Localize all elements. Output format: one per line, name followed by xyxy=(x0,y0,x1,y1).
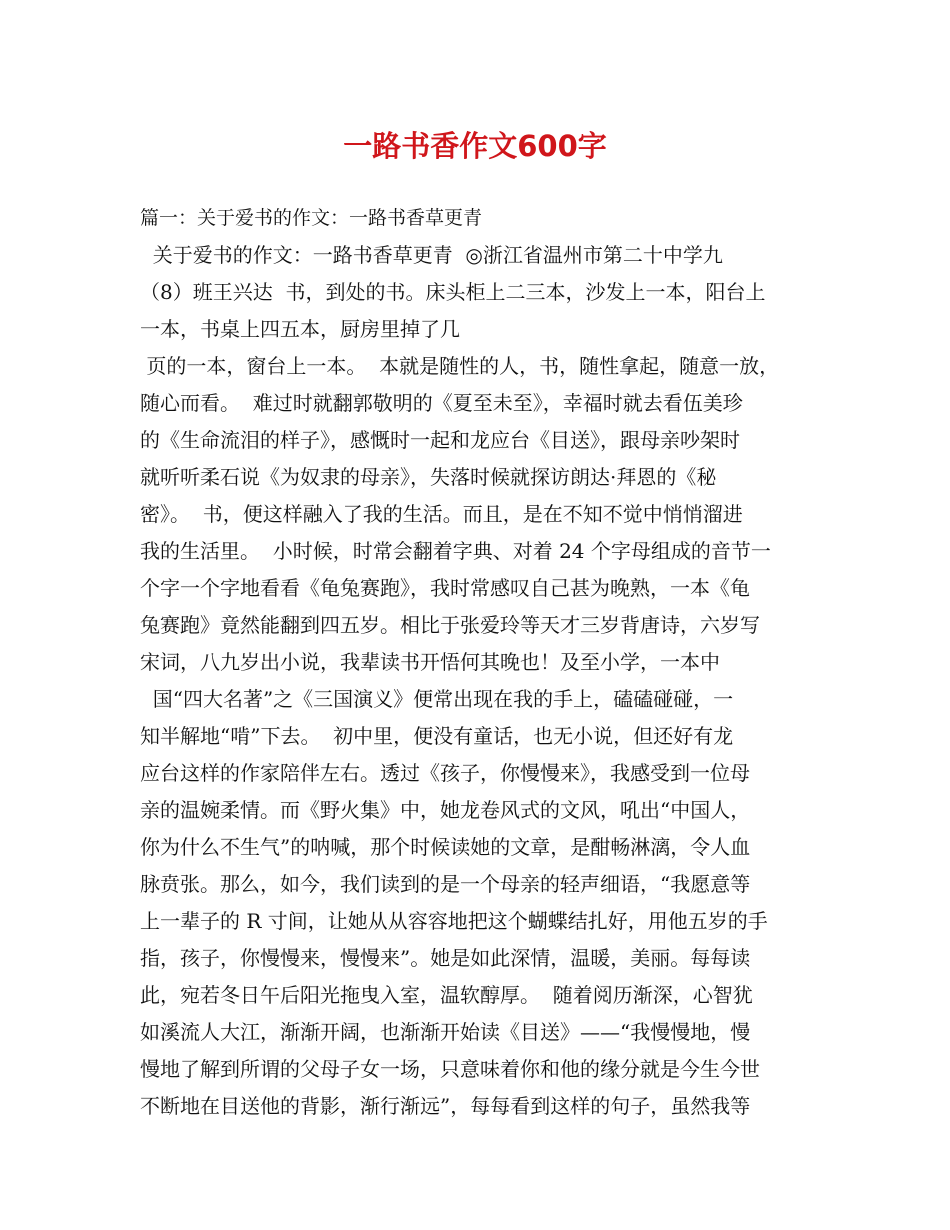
body-line: 就听听柔石说《为奴隶的母亲》，失落时候就探访朗达·拜恩的《秘 xyxy=(140,465,717,489)
body-line: 国“四大名著”之《三国演义》便常出现在我的手上，磕磕碰碰，一 xyxy=(140,687,734,711)
body-line: 上一辈子的 R 寸间，让她从从容容地把这个蝴蝶结扎好，用他五岁的手 xyxy=(140,909,768,933)
body-line: 指，孩子，你慢慢来，慢慢来”。她是如此深情，温暖，美丽。每每读 xyxy=(140,946,751,970)
body-line: 兔赛跑》竟然能翻到四五岁。相比于张爱玲等天才三岁背唐诗，六岁写 xyxy=(140,613,760,637)
body-line: 个字一个字地看看《龟兔赛跑》，我时常感叹自己甚为晚熟，一本《龟 xyxy=(140,576,750,600)
body-line: 随心而看。 难过时就翻郭敬明的《夏至未至》，幸福时就去看伍美珍 xyxy=(140,391,743,415)
document-title: 一路书香作文600字 xyxy=(343,129,607,163)
body-line: 密》。 书，便这样融入了我的生活。而且，是在不知不觉中悄悄溜进 xyxy=(140,502,743,526)
body-line: 的《生命流泪的样子》，感慨时一起和龙应台《目送》，跟母亲吵架时 xyxy=(140,428,740,452)
document-body xyxy=(140,200,820,1125)
body-line: 一本，书桌上四五本，厨房里掉了几 xyxy=(140,317,460,341)
body-line: 宋词，八九岁出小说，我辈读书开悟何其晚也！及至小学，一本中 xyxy=(140,650,720,674)
body-line: （8）班王兴达 书，到处的书。床头柜上二三本，沙发上一本，阳台上 xyxy=(140,280,766,304)
body-line: 此，宛若冬日午后阳光拖曳入室，温软醇厚。 随着阅历渐深，心智犹 xyxy=(140,983,753,1007)
body-line: 如溪流人大江，渐渐开阔，也渐渐开始读《目送》——“我慢慢地，慢 xyxy=(140,1020,751,1044)
body-line: 知半解地“啃”下去。 初中里，便没有童话，也无小说，但还好有龙 xyxy=(140,724,734,748)
body-line: 慢地了解到所谓的父母子女一场，只意味着你和他的缘分就是今生今世 xyxy=(140,1057,760,1081)
section-heading: 篇一：关于爱书的作文：一路书香草更青 xyxy=(140,207,483,229)
body-line: 脉贲张。那么，如今，我们读到的是一个母亲的轻声细语，“我愿意等 xyxy=(140,872,751,896)
body-line: 页的一本，窗台上一本。 本就是随性的人，书，随性拿起，随意一放， xyxy=(140,354,780,378)
body-line: 关于爱书的作文：一路书香草更青 ◎浙江省温州市第二十中学九 xyxy=(140,243,723,267)
body-line: 应台这样的作家陪伴左右。透过《孩子，你慢慢来》，我感受到一位母 xyxy=(140,761,750,785)
body-line: 我的生活里。 小时候，时常会翻着字典、对着 24 个字母组成的音节一 xyxy=(140,539,771,563)
body-line: 你为什么不生气”的呐喊，那个时候读她的文章，是酣畅淋漓，令人血 xyxy=(140,835,751,859)
body-line: 亲的温婉柔情。而《野火集》中，她龙卷风式的文风，吼出“中国人， xyxy=(140,798,751,822)
body-line: 不断地在目送他的背影，渐行渐远”，每每看到这样的句子，虽然我等 xyxy=(140,1094,751,1118)
